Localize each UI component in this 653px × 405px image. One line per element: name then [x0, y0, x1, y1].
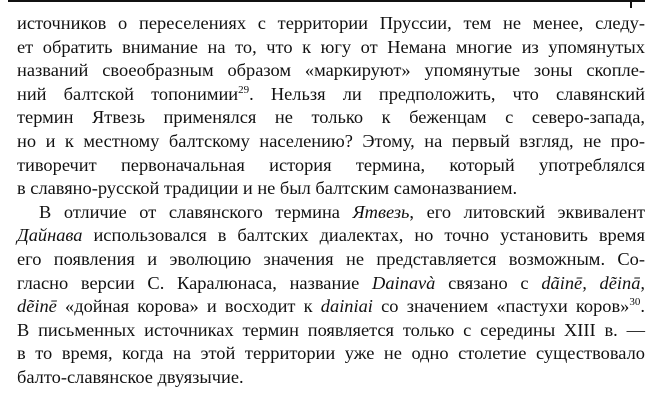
text-line: [17, 201, 645, 225]
italic-term: dainiai: [320, 296, 373, 317]
text-line: [17, 224, 645, 248]
text-run: . Нельзя ли предположить, что славянский: [249, 83, 645, 104]
text-run: в славяно-русской традиции и не был балтским самоназванием.: [17, 178, 518, 199]
italic-term: Дайнава: [17, 225, 83, 246]
text-run: ет обратить внимание на то, что к югу от Немана многие из упомянутых: [17, 36, 645, 57]
text-line: [17, 366, 645, 390]
italic-term: Dainavà: [372, 272, 436, 293]
footnote-ref: 29: [238, 83, 250, 96]
text-line: [17, 248, 645, 272]
text-line: [17, 83, 645, 107]
italic-term: dãinē, dẽinā,: [541, 272, 646, 293]
text-line: [17, 106, 645, 130]
footnote-ref: 30: [629, 296, 641, 308]
text-line: [17, 295, 645, 319]
text-line: [17, 272, 645, 296]
text-run: связано с: [435, 272, 542, 293]
text-line: [17, 319, 645, 343]
text-line: [17, 177, 645, 201]
body-text: [17, 12, 645, 390]
paragraph-2: [17, 201, 645, 390]
text-run: со значением «пастухи коров»: [372, 296, 630, 317]
text-line: [17, 130, 645, 154]
text-run: использовался в балтских диалектах, но точно установить время: [82, 225, 645, 246]
text-run: балто-славянское двуязычие.: [17, 366, 244, 387]
text-line: [17, 59, 645, 83]
text-run: термин Ятвезь применялся не только к беженцам с северо-запада,: [17, 107, 645, 128]
text-run: ний балтской топонимии: [17, 83, 239, 104]
text-run: В отличие от славянского термина: [39, 201, 353, 222]
text-run: В письменных источниках термин появляется только с середины XIII в. —: [17, 319, 645, 340]
text-run: , его литовский эквивалент: [409, 201, 645, 222]
text-run: названий своеобразным образом «маркируют» упомянутые зоны скопле-: [17, 60, 645, 81]
text-run: в то время, когда на этой территории уже не одно столетие существовало: [17, 343, 645, 364]
text-run: «дойная корова» и восходит к: [56, 296, 321, 317]
header-rule-tick: [630, 0, 632, 8]
text-run: гласно версии С. Каралюнаса, название: [17, 272, 373, 293]
text-run: его появления и эволюцию значения не представляется возможным. Со-: [17, 248, 645, 269]
text-line: [17, 36, 645, 60]
text-line: [17, 342, 645, 366]
text-run: но и к местному балтскому населению? Этому, на первый взгляд, не про-: [17, 130, 645, 151]
italic-term: dẽinē: [17, 296, 57, 317]
text-line: [17, 12, 645, 36]
text-run: .: [640, 296, 645, 317]
text-run: тиворечит первоначальная история термина, который употреблялся: [17, 154, 645, 175]
text-line: [17, 154, 645, 178]
header-rule: [8, 0, 645, 2]
text-run: источников о переселениях с территории Пруссии, тем не менее, следу-: [17, 13, 645, 33]
italic-term: Ятвезь: [352, 201, 410, 222]
paragraph-1: [17, 12, 645, 201]
